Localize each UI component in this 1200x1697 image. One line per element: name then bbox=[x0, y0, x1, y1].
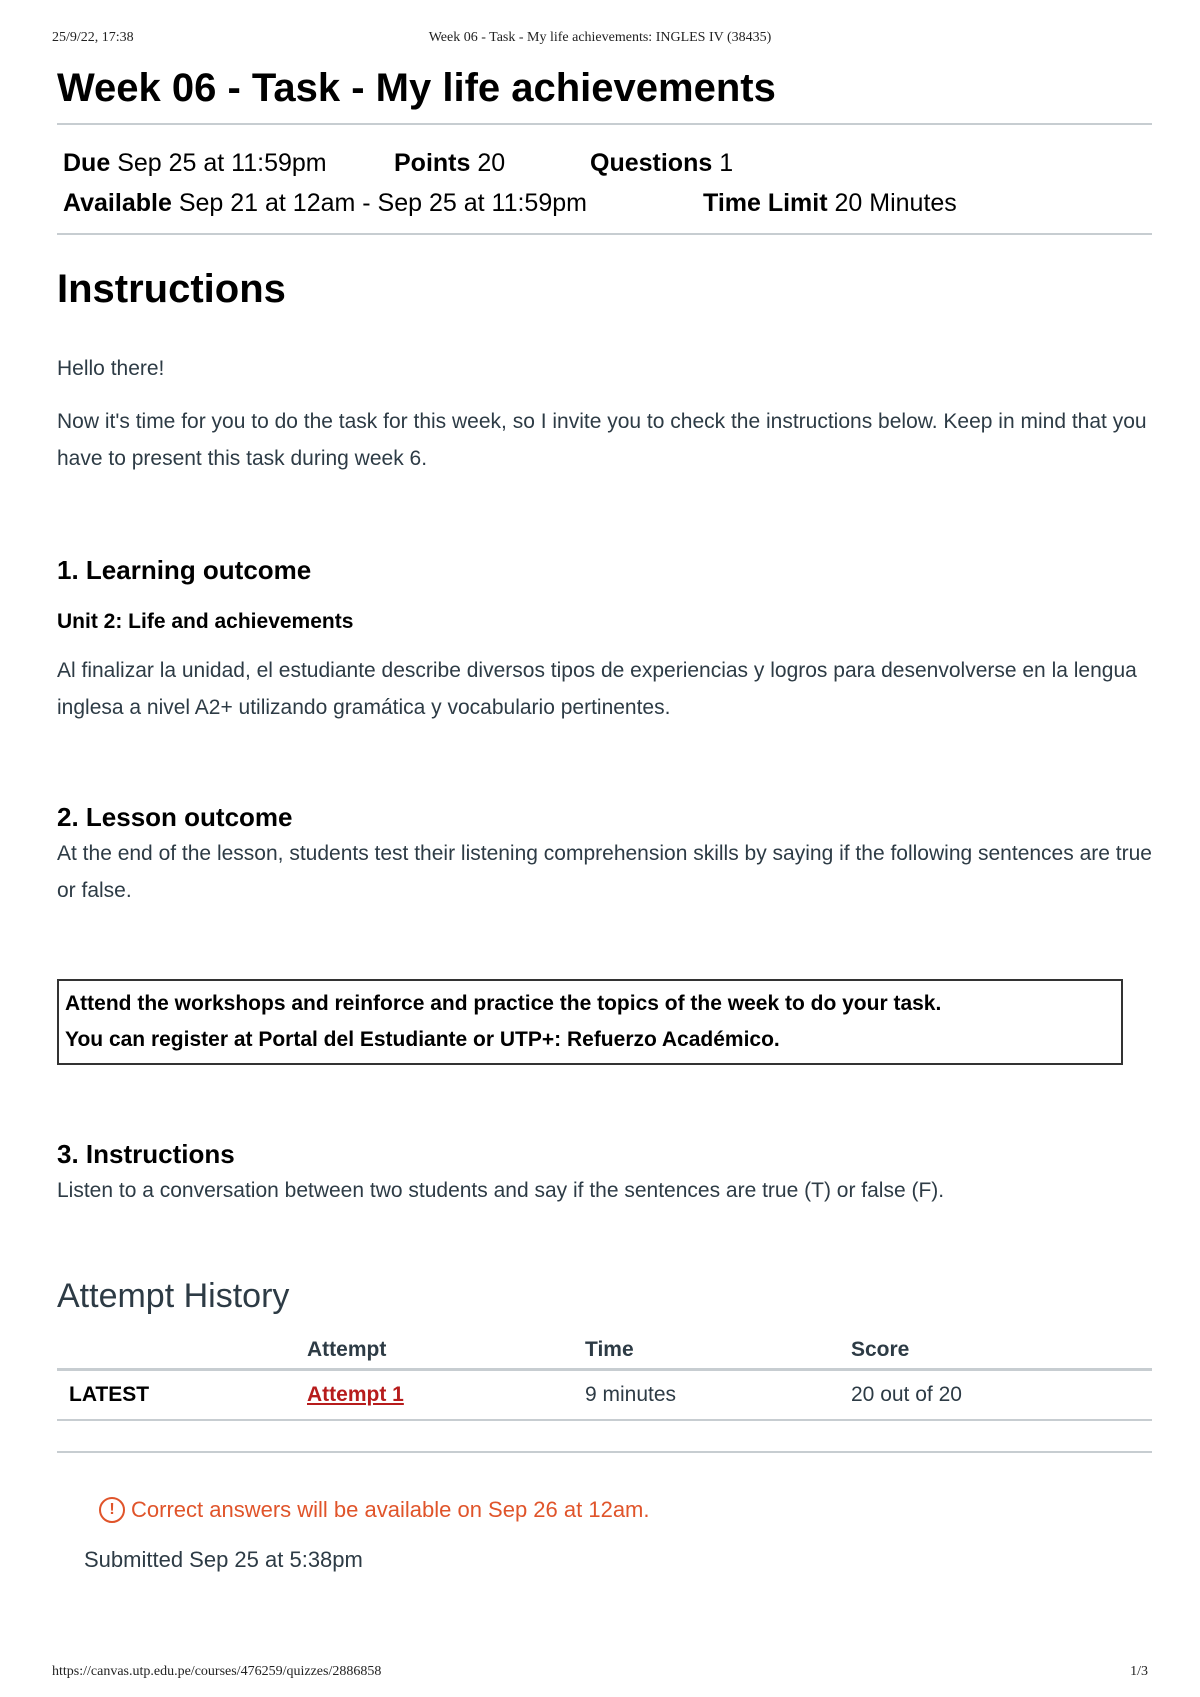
points-label: Points bbox=[394, 148, 471, 177]
quiz-meta bbox=[57, 125, 1152, 235]
print-footer bbox=[52, 1664, 1148, 1682]
print-header bbox=[52, 30, 1148, 48]
learning-outcome-text: Al finalizar la unidad, el estudiante describe diversos tipos de experiencias y logros para desenvolverse en la lengua inglesa a nivel A2+ utilizando gramática y vocabulario pertinentes. bbox=[57, 659, 1137, 719]
page-number: 1/3 bbox=[1130, 1664, 1148, 1679]
learning-outcome-heading: 1. Learning outcome bbox=[57, 555, 312, 585]
points-value: 20 bbox=[477, 148, 506, 177]
correct-answers-notice bbox=[99, 1497, 1152, 1523]
time-limit-info bbox=[703, 189, 957, 218]
header-blank bbox=[57, 1328, 307, 1370]
instructions-heading: Instructions bbox=[57, 267, 286, 311]
print-doc-title: Week 06 - Task - My life achievements: INGLES IV (38435) bbox=[428, 30, 772, 45]
unit-title: Unit 2: Life and achievements bbox=[57, 610, 354, 633]
instructions-subheading: 3. Instructions bbox=[57, 1139, 235, 1169]
print-datetime: 25/9/22, 17:38 bbox=[52, 30, 134, 45]
notice-text: Correct answers will be available on Sep 26 at 12am. bbox=[131, 1497, 650, 1522]
questions-label: Questions bbox=[590, 148, 713, 177]
page-title: Week 06 - Task - My life achievements bbox=[57, 58, 1152, 125]
due-value: Sep 25 at 11:59pm bbox=[117, 148, 327, 177]
available-value: Sep 21 at 12am - Sep 25 at 11:59pm bbox=[178, 188, 587, 217]
greeting-text: Hello there! bbox=[57, 357, 165, 380]
score-cell: 20 out of 20 bbox=[851, 1370, 1152, 1421]
questions-value: 1 bbox=[719, 148, 734, 177]
table-header-row bbox=[57, 1328, 1152, 1370]
print-url: https://canvas.utp.edu.pe/courses/476259/quizzes/2886858 bbox=[52, 1664, 382, 1679]
lesson-outcome-text: At the end of the lesson, students test their listening comprehension skills by saying if the following sentences are true or false. bbox=[57, 842, 1152, 902]
workshop-callout bbox=[57, 979, 1123, 1065]
available-label: Available bbox=[63, 188, 172, 217]
meta-row-2 bbox=[63, 183, 1146, 223]
available-info bbox=[63, 189, 703, 218]
time-limit-value: 20 Minutes bbox=[834, 188, 957, 217]
quiz-page bbox=[57, 58, 1152, 1573]
questions-info bbox=[590, 149, 733, 178]
attempt-history-table bbox=[57, 1328, 1152, 1421]
time-cell: 9 minutes bbox=[585, 1370, 851, 1421]
divider bbox=[57, 1451, 1152, 1453]
due-info bbox=[63, 149, 394, 178]
latest-label: LATEST bbox=[57, 1370, 307, 1421]
attempt-1-link[interactable]: Attempt 1 bbox=[307, 1383, 404, 1406]
header-attempt: Attempt bbox=[307, 1328, 585, 1370]
table-row bbox=[57, 1370, 1152, 1421]
header-score: Score bbox=[851, 1328, 1152, 1370]
header-time: Time bbox=[585, 1328, 851, 1370]
due-label: Due bbox=[63, 148, 111, 177]
lesson-outcome-heading: 2. Lesson outcome bbox=[57, 802, 293, 832]
attempt-cell bbox=[307, 1370, 585, 1421]
points-info bbox=[394, 149, 590, 178]
submitted-text: Submitted Sep 25 at 5:38pm bbox=[84, 1547, 363, 1572]
attempt-history-heading: Attempt History bbox=[57, 1277, 290, 1315]
meta-row-1 bbox=[63, 143, 1146, 183]
intro-text: Now it's time for you to do the task for this week, so I invite you to check the instructions below. Keep in mind that you have to present this task during week 6. bbox=[57, 410, 1147, 470]
callout-line-1: Attend the workshops and reinforce and practice the topics of the week to do your task. bbox=[65, 992, 942, 1015]
warning-icon: ! bbox=[99, 1497, 125, 1523]
callout-line-2: You can register at Portal del Estudiante or UTP+: Refuerzo Académico. bbox=[65, 1028, 780, 1051]
time-limit-label: Time Limit bbox=[703, 188, 828, 217]
instructions-text: Listen to a conversation between two students and say if the sentences are true (T) or false (F). bbox=[57, 1179, 945, 1202]
